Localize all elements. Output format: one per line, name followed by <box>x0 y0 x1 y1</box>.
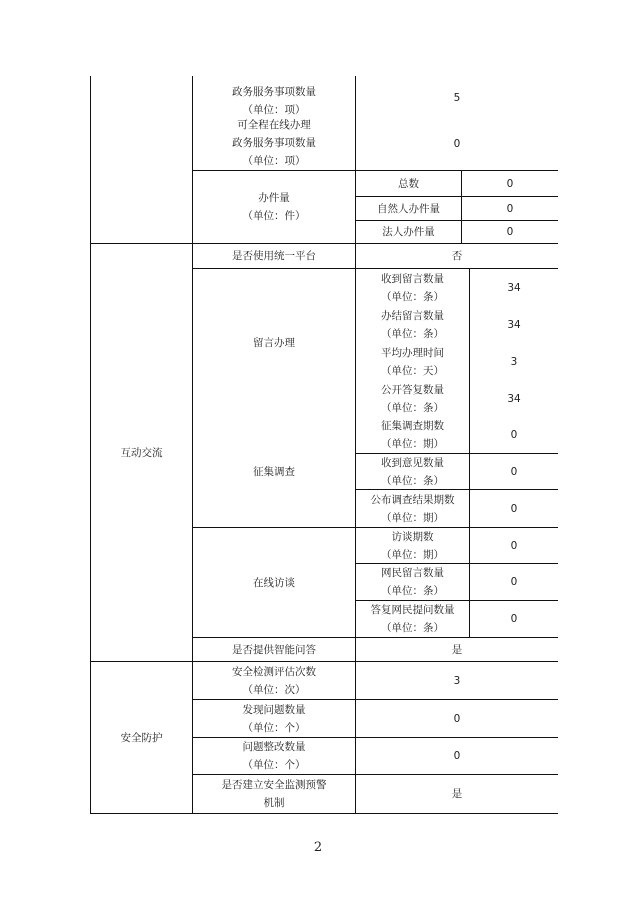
gov-volume-row-label: 总数 <box>398 177 419 190</box>
survey-row-value: 0 <box>510 429 518 441</box>
gov-volume-row-value: 0 <box>506 202 514 215</box>
unified-platform-value: 否 <box>451 250 463 262</box>
unified-platform-label: 是否使用统一平台 <box>232 250 316 262</box>
interview-row-value: 0 <box>510 613 518 625</box>
gov-volume-row-value: 0 <box>506 226 514 238</box>
gov-online-count-label: 可全程在线办理 政务服务事项数量 （单位：项） <box>232 119 316 167</box>
interview-row-value: 0 <box>510 576 518 588</box>
security-section-title: 安全防护 <box>120 731 163 744</box>
survey-row-label: 收到意见数量 （单位：条） <box>381 456 444 487</box>
message-group-label: 留言办理 <box>253 337 295 349</box>
interview-row-label: 答复网民提问数量 （单位：条） <box>370 604 455 634</box>
security-row-value: 0 <box>453 750 461 762</box>
security-row-value: 0 <box>453 712 461 725</box>
interview-row-label: 访谈期数 （单位：期） <box>381 530 444 561</box>
message-row-value: 34 <box>507 282 521 294</box>
message-row-value: 34 <box>507 392 521 405</box>
security-row-label: 是否建立安全监测预警 机制 <box>221 779 327 809</box>
message-row-label: 收到留言数量 （单位：条） <box>381 273 444 303</box>
survey-row-value: 0 <box>510 465 518 478</box>
interview-row-value: 0 <box>510 539 518 552</box>
interview-group-label: 在线访谈 <box>253 576 295 589</box>
message-row-label: 办结留言数量 （单位：条） <box>381 309 444 340</box>
security-row-label: 发现问题数量 （单位：个） <box>242 703 306 734</box>
security-row-value: 是 <box>451 788 463 800</box>
table-rule <box>90 813 558 814</box>
message-row-value: 3 <box>510 355 518 368</box>
smart-qa-value: 是 <box>451 643 463 656</box>
survey-group-label: 征集调查 <box>253 466 295 478</box>
interaction-section-title: 互动交流 <box>120 446 163 459</box>
message-row-value: 34 <box>507 318 521 331</box>
interview-row-label: 网民留言数量 （单位：条） <box>381 567 444 597</box>
security-row-label: 安全检测评估次数 （单位：次） <box>232 665 316 696</box>
survey-row-value: 0 <box>510 502 518 515</box>
message-row-label: 公开答复数量 （单位：条） <box>381 383 444 414</box>
gov-item-count-value: 5 <box>453 92 461 104</box>
gov-volume-row-label: 法人办件量 <box>382 226 435 238</box>
survey-row-label: 公布调查结果期数 （单位：期） <box>370 493 455 524</box>
security-row-value: 3 <box>453 674 461 687</box>
gov-volume-label: 办件量 （单位：件） <box>242 192 306 222</box>
smart-qa-label: 是否提供智能问答 <box>232 643 316 656</box>
gov-online-count-value: 0 <box>453 138 461 150</box>
gov-volume-row-label: 自然人办件量 <box>377 202 440 215</box>
gov-volume-row-value: 0 <box>506 177 514 190</box>
message-row-label: 平均办理时间 （单位：天） <box>381 346 444 377</box>
security-row-label: 问题整改数量 （单位：个） <box>242 741 306 771</box>
gov-item-count-label: 政务服务事项数量 （单位：项） <box>232 86 316 116</box>
survey-row-label: 征集调查期数 （单位：期） <box>381 420 444 450</box>
page-number: 2 <box>313 840 323 855</box>
